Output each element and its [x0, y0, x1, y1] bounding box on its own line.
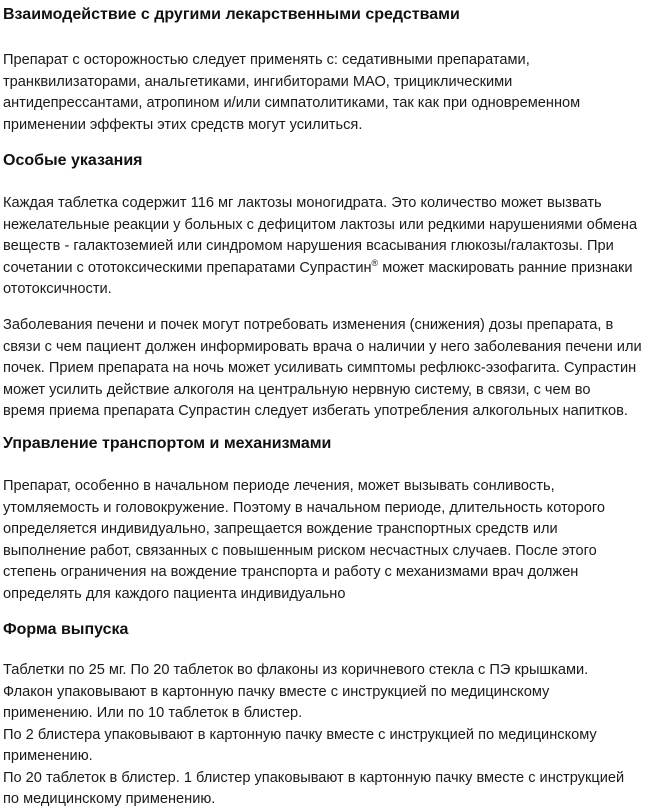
text-line: связи с чем пациент должен информировать врача о наличии у него заболевания печени или	[3, 338, 642, 355]
text-line: антидепрессантами, атропином и/или симпатолитиками, так как при одновременном	[3, 95, 581, 111]
special-notes-paragraph-liver	[3, 315, 642, 423]
text-line: По 20 таблеток в блистер. 1 блистер упаковывают в картонную пачку вместе с инструкцией	[3, 769, 625, 786]
registered-mark: ®	[371, 257, 379, 268]
driving-paragraph	[3, 476, 605, 605]
text-line: может усилить действие алкоголя на центральную нервную систему, в связи, с чем во	[3, 381, 591, 398]
text-line: время приема препарата Супрастин следует избегать употребления алкогольных напитков.	[3, 403, 628, 419]
text-line: веществ - галактоземией или синдромом нарушения всасывания глюкозы/галактозы. При	[3, 238, 614, 254]
text-line: применении эффекты этих средств могут усилиться.	[3, 116, 363, 133]
text-line: применению. Или по 10 таблеток в блистер.	[3, 705, 303, 721]
text-line: ототоксичности.	[3, 281, 112, 297]
text-line: определяется индивидуально, запрещается вождение транспортных средств или	[3, 521, 558, 537]
special-notes-paragraph-lactose	[3, 193, 637, 301]
section-heading-driving: Управление транспортом и механизмами	[3, 435, 332, 452]
text-line: выполнение работ, связанных с повышенным риском несчастных случаев. После этого	[3, 542, 597, 559]
text-fragment: может маскировать ранние признаки	[378, 259, 633, 276]
text-fragment: сочетании с ототоксическими препаратами Супрастин	[3, 259, 372, 276]
text-line: Таблетки по 25 мг. По 20 таблеток во флаконы из коричневого стекла с ПЭ крышками.	[3, 662, 589, 678]
text-line: применению.	[3, 748, 93, 764]
text-line: Препарат, особенно в начальном периоде лечения, может вызывать сонливость,	[3, 478, 555, 494]
text-line	[3, 258, 637, 280]
section-heading-release-form: Форма выпуска	[3, 621, 129, 638]
text-line: Препарат с осторожностью следует применять с: седативными препаратами,	[3, 52, 530, 68]
text-line: Флакон упаковывают в картонную пачку вместе с инструкцией по медицинскому	[3, 683, 550, 700]
release-form-paragraph	[3, 660, 624, 811]
text-line: степень ограничения на вождение транспорта и работу с механизмами врач должен	[3, 564, 579, 580]
text-line: Каждая таблетка содержит 116 мг лактозы моногидрата. Это количество может вызвать	[3, 195, 602, 211]
text-line: утомляемость и головокружение. Поэтому в начальном периоде, длительность которого	[3, 499, 606, 516]
text-line: транквилизаторами, анальгетиками, ингибиторами МАО, трициклическими	[3, 73, 513, 90]
interactions-paragraph	[3, 50, 580, 136]
text-line: По 2 блистера упаковывают в картонную пачку вместе с инструкцией по медицинскому	[3, 726, 597, 743]
section-heading-interactions: Взаимодействие с другими лекарственными средствами	[3, 6, 460, 23]
text-line: определять для каждого пациента индивидуально	[3, 585, 346, 602]
section-heading-special-notes: Особые указания	[3, 152, 143, 169]
text-line: почек. Прием препарата на ночь может усиливать симптомы рефлюкс-эзофагита. Супрастин	[3, 360, 637, 376]
text-line: Заболевания печени и почек могут потребовать изменения (снижения) дозы препарата, в	[3, 317, 614, 333]
text-line: нежелательные реакции у больных с дефицитом лактозы или редкими нарушениями обмена	[3, 216, 638, 233]
text-line: по медицинскому применению.	[3, 791, 216, 807]
